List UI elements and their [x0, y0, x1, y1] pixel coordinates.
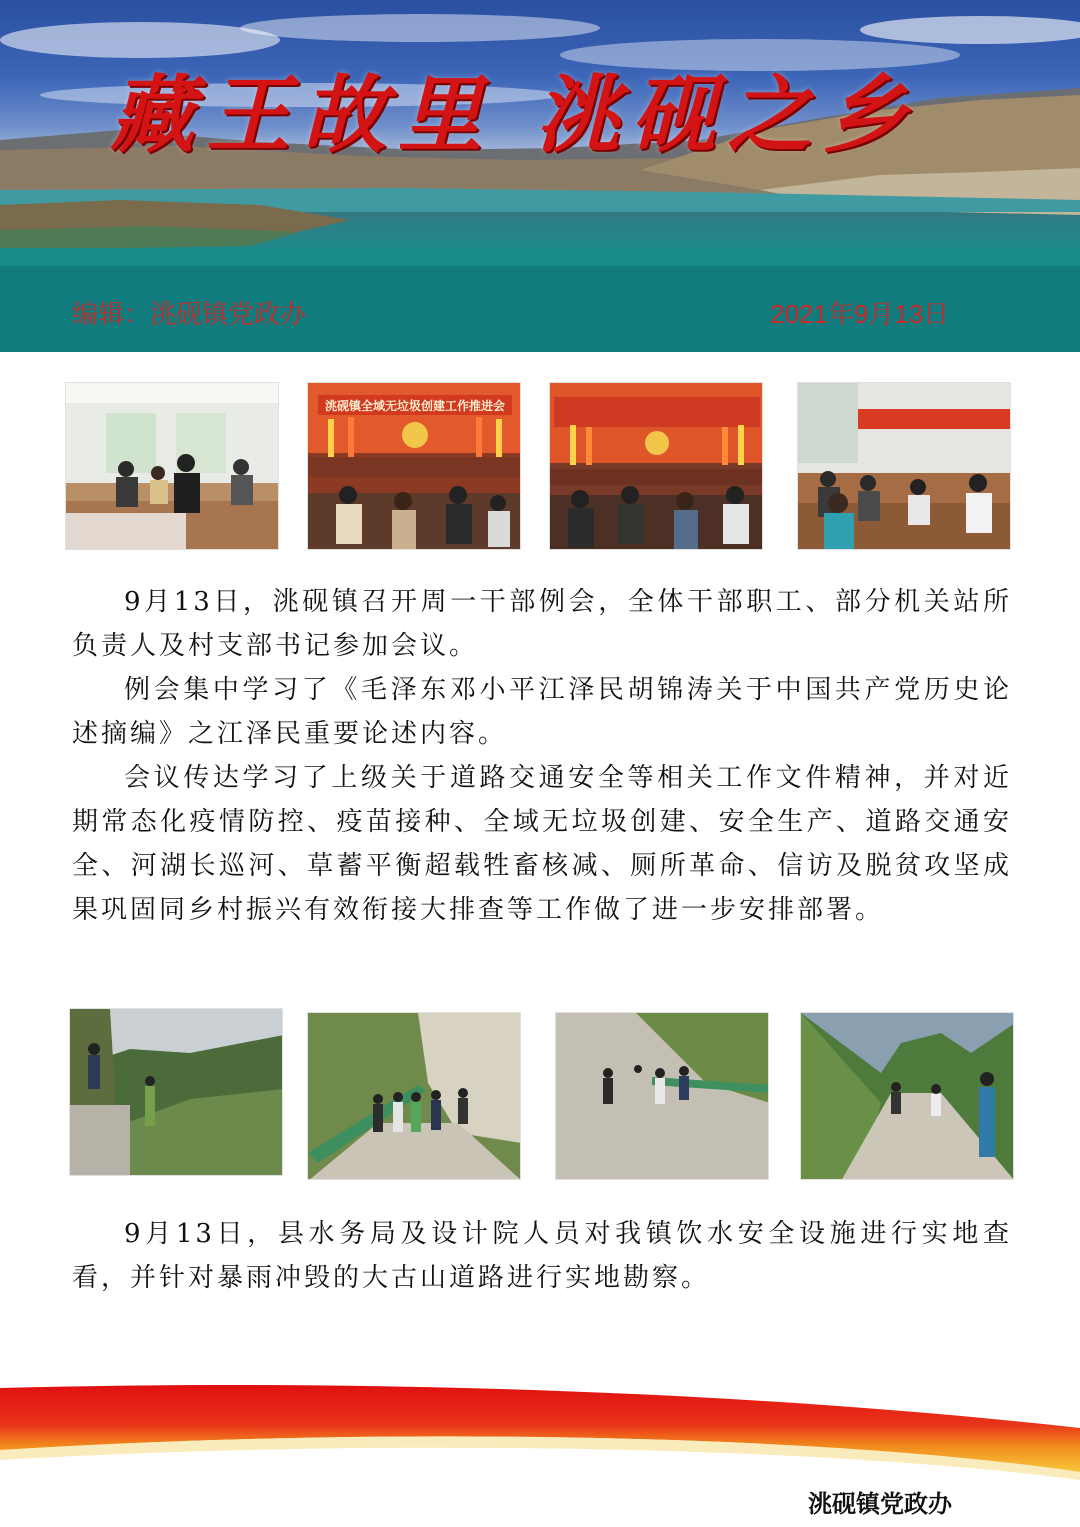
- article-paragraph: 9月13日，县水务局及设计院人员对我镇饮水安全设施进行实地查看，并针对暴雨冲毁的大古山道路进行实地勘察。: [72, 1219, 1012, 1293]
- meeting-photo-3: [549, 382, 763, 550]
- editor-label: 编辑：洮砚镇党政办: [72, 300, 307, 330]
- meeting-photo-1: [65, 382, 279, 550]
- issue-date: 2021年9月13日: [770, 299, 950, 329]
- field-photo-3: [555, 1012, 769, 1180]
- banner-caption-text: 洮砚镇全域无垃圾创建工作推进会: [324, 399, 506, 413]
- article-paragraph: 会议传达学习了上级关于道路交通安全等相关工作文件精神，并对近期常态化疫情防控、疫苗接种、全域无垃圾创建、安全生产、道路交通安全、河湖长巡河、草蓄平衡超载牲畜核减、厕所革命、信访及脱贫攻坚成果巩固同乡村振兴有效衔接大排查等工作做了进一步安排部署。: [72, 763, 1012, 925]
- field-photo-4: [800, 1012, 1014, 1180]
- footer-signature: 洮砚镇党政办: [808, 1489, 952, 1518]
- meeting-photo-4: [797, 382, 1011, 550]
- footer-ribbon: [0, 1380, 1080, 1527]
- meeting-photo-2: [307, 382, 521, 550]
- field-photo-1: [69, 1008, 283, 1176]
- header-banner: [0, 0, 1080, 352]
- meeting-article: [72, 580, 1012, 932]
- field-photo-2: [307, 1012, 521, 1180]
- article-paragraph: 例会集中学习了《毛泽东邓小平江泽民胡锦涛关于中国共产党历史论述摘编》之江泽民重要论述内容。: [72, 675, 1012, 749]
- inspection-article: [72, 1212, 1012, 1300]
- article-paragraph: 9月13日，洮砚镇召开周一干部例会，全体干部职工、部分机关站所负责人及村支部书记参加会议。: [72, 587, 1012, 661]
- banner-title: 藏王故里 洮砚之乡: [110, 65, 920, 164]
